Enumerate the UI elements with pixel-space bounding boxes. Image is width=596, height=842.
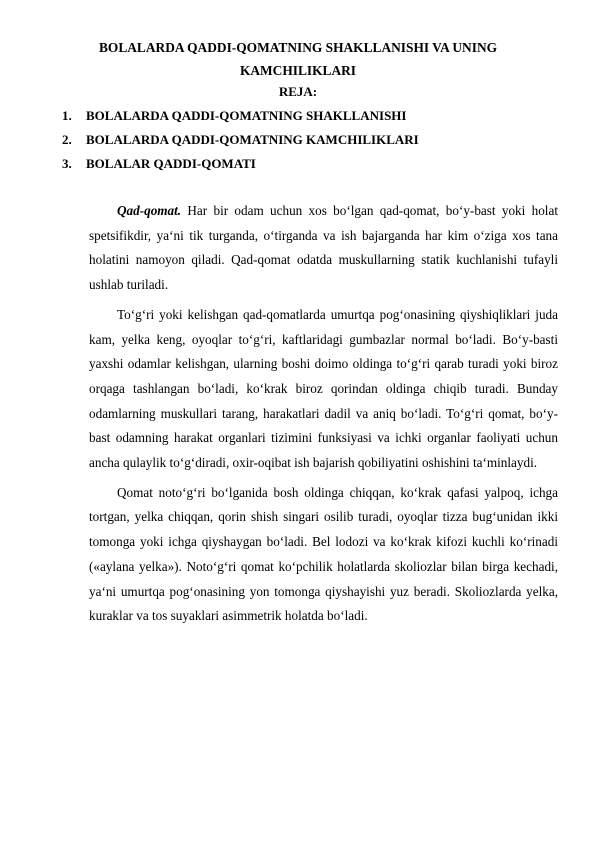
plan-item-number: 2.: [62, 132, 72, 147]
paragraph-text: To‘g‘ri yoki kelishgan qad-qomatlarda umurtqa pog‘onasining qiyshiqliklari juda kam, yelka keng, oyoqlar to‘g‘ri, kaftlaridagi gumbazlar normal bo‘ladi. Bo‘y-basti yaxshi odamlar kelishgan, ularning boshi doimo oldinga to‘g‘ri qarab turadi yoki biroz orqaga tashlangan bo‘ladi, ko‘krak biroz qorindan oldinga chiqib turadi. Bunday odamlarning muskullari tarang, harakatlari dadil va aniq bo‘ladi. To‘g‘ri qomat, bo‘y-bast odamning harakat organlari tizimini funksiyasi va ichki organlar faoliyati uchun ancha qulaylik to‘g‘diradi, oxir-oqibat ish bajarish qobiliyatini oshishini ta‘minlaydi.: [89, 306, 558, 471]
plan-item-number: 1.: [62, 108, 72, 123]
plan-item-text: BOLALARDA QADDI-QOMATNING SHAKLLANISHI: [86, 108, 407, 123]
plan-item-text: BOLALARDA QADDI-QOMATNING KAMCHILIKLARI: [86, 132, 419, 147]
body-paragraph: [89, 199, 558, 298]
plan-item: [62, 104, 419, 128]
body-paragraph: [89, 481, 558, 629]
body-paragraph: [89, 303, 558, 476]
defined-term: Qad-qomat.: [117, 203, 182, 218]
paragraph-text: Har bir odam uchun xos bo‘lgan qad-qomat, bo‘y-bast yoki holat spetsifikdir, ya‘ni tik turganda, o‘tirganda va ish bajarganda har kim o‘ziga xos tana holatini namoyon qiladi. Qad-qomat odatda muskullarning statik kuchlanishi tufayli ushlab turiladi.: [89, 203, 558, 293]
plan-item: [62, 152, 419, 176]
plan-item-text: BOLALAR QADDI-QOMATI: [86, 156, 256, 171]
document-body: [89, 199, 558, 634]
plan-heading: REJA:: [278, 84, 318, 99]
document-title: BOLALARDA QADDI-QOMATNING SHAKLLANISHI VA UNING KAMCHILIKLARI: [98, 40, 498, 78]
plan-item-number: 3.: [62, 156, 72, 171]
plan-item: [62, 128, 419, 152]
plan-list: [62, 104, 419, 176]
paragraph-text: Qomat noto‘g‘ri bo‘lganida bosh oldinga chiqqan, ko‘krak qafasi yalpoq, ichga tortgan, yelka chiqqan, qorin shish singari osilib turadi, oyoqlar tizza bug‘unidan ikki tomonga yoki ichga qiyshaygan bo‘ladi. Bel lodozi va ko‘krak kifozi kuchli ko‘rinadi («aylana yelka»). Noto‘g‘ri qomat ko‘pchilik holatlarda skoliozlar bilan birga kechadi, ya‘ni umurtqa pog‘onasining yon tomonga qiyshayishi yuz beradi. Skoliozlarda yelka, kuraklar va tos suyaklari asimmetrik holatda bo‘ladi.: [89, 484, 558, 624]
